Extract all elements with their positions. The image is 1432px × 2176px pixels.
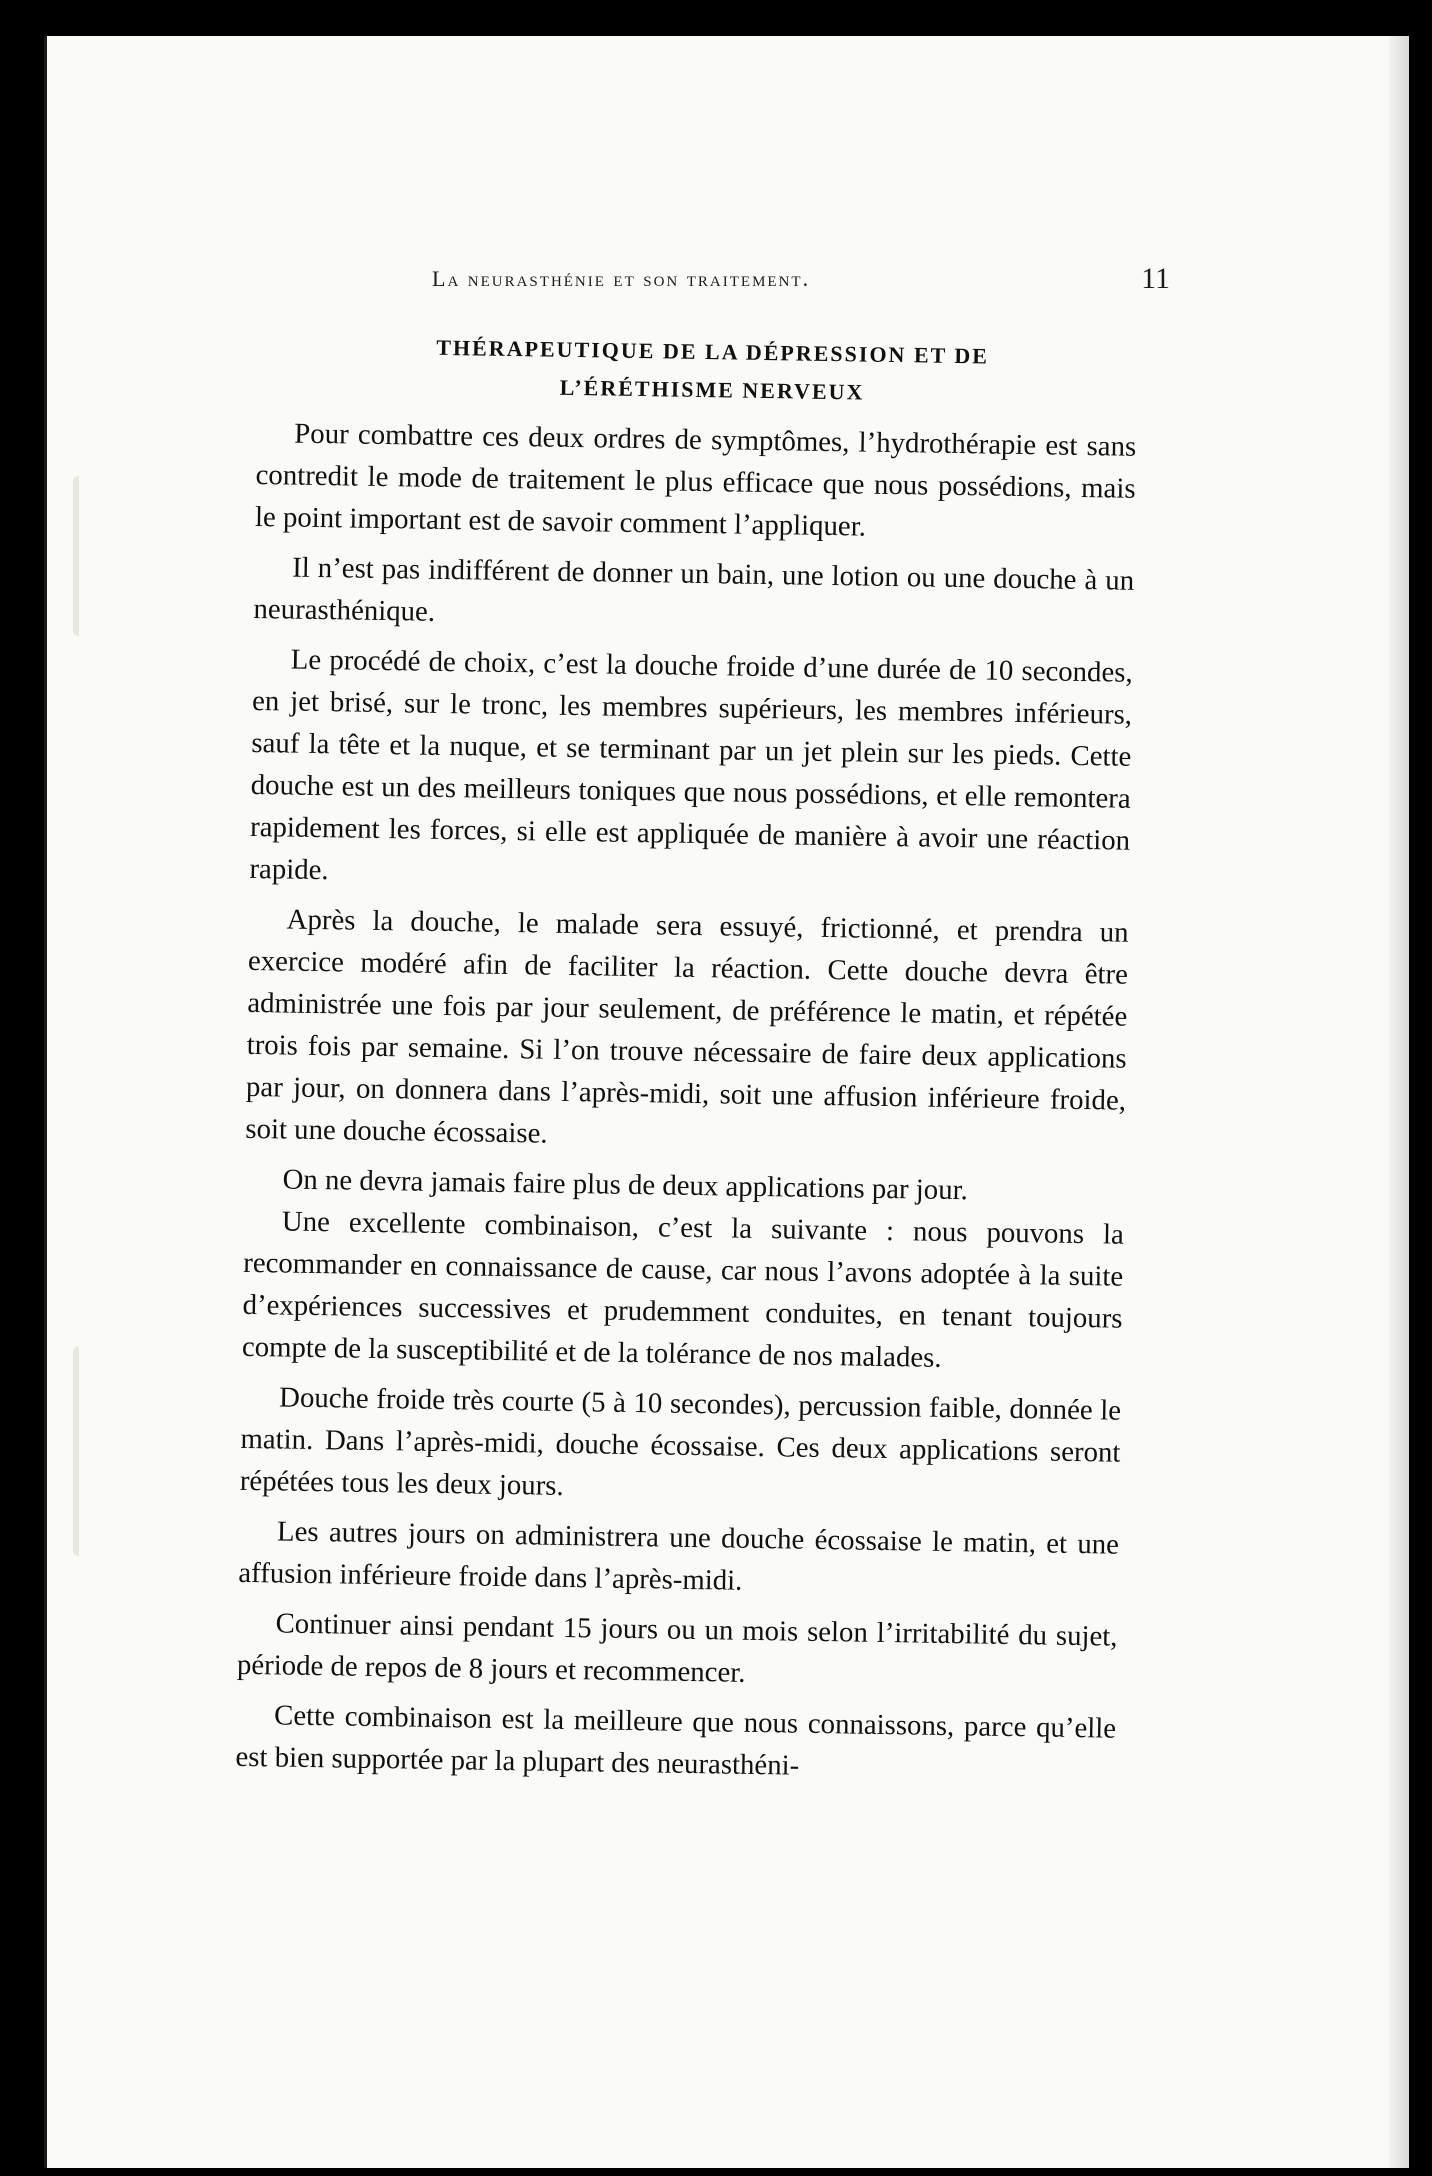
- paragraph: On ne devra jamais faire plus de deux applications par jour.: [282, 1163, 969, 1207]
- paragraph: Après la douche, le malade sera essuyé, frictionné, et prendra un exercice modéré afin de faciliter la réaction. Cette douche devra être administrée une fois par jour seulement, de préférence le matin, et répétée trois fois par semaine. Si l’on trouve nécessaire de faire deux applications par jour, on donnera dans l’après-midi, soit une affusion inférieure froide, soit une douche écossaise.: [245, 903, 1129, 1150]
- paragraph: Il n’est pas indifférent de donner un bain, une lotion ou une douche à un neurasthénique.: [253, 551, 1135, 628]
- paragraph: Le procédé de choix, c’est la douche froide d’une durée de 10 secondes, en jet brisé, sur le tronc, les membres supérieurs, les membres inférieurs, sauf la tête et la nuque, et se terminant par un jet plein sur les pieds. Cette douche est un des meilleurs toniques que nous possédions, et elle remontera rapidement les forces, si elle est appliquée de manière à avoir une réaction rapide.: [249, 643, 1133, 887]
- section-title: [257, 326, 1138, 416]
- section-title-line: L’ÉRÉTHISME NERVEUX: [559, 374, 865, 405]
- binding-mark: [73, 476, 91, 636]
- section-title-line: THÉRAPEUTIQUE DE LA DÉPRESSION ET DE: [436, 334, 990, 369]
- paragraph: Pour combattre ces deux ordres de symptômes, l’hydrothérapie est sans contredit le mode de traitement le plus efficace que nous possédions, mais le point important est de savoir comment l’appliquer.: [254, 417, 1137, 543]
- paragraph: Continuer ainsi pendant 15 jours ou un mois selon l’irritabilité du sujet, période de repos de 8 jours et recommencer.: [236, 1607, 1118, 1689]
- running-title: La neurasthénie et son traitement.: [432, 266, 811, 291]
- paragraph: Douche froide très courte (5 à 10 secondes), percussion faible, donnée le matin. Dans l’après-midi, douche écossaise. Ces deux applications seront répétées tous les deux jours.: [239, 1381, 1122, 1502]
- paragraph: Cette combinaison est la meilleure que nous connaissons, parce qu’elle est bien supportée par la plupart des neurasthéni-: [235, 1699, 1117, 1782]
- running-header: [390, 262, 1170, 302]
- paragraph: Une excellente combinaison, c’est la suivante : nous pouvons la recommander en connaissance de cause, car nous l’avons adoptée à la suite d’expériences successives et prudemment conduites, en tenant toujours compte de la susceptibilité et de la tolérance de nos malades.: [241, 1205, 1125, 1374]
- binding-mark: [73, 1346, 91, 1556]
- body-text: [235, 326, 1138, 1792]
- page-edge-shadow: [1389, 36, 1409, 2168]
- paragraph: Les autres jours on administrera une douche écossaise le matin, et une affusion inférieure froide dans l’après-midi.: [238, 1515, 1120, 1597]
- page-number: 11: [1141, 262, 1170, 295]
